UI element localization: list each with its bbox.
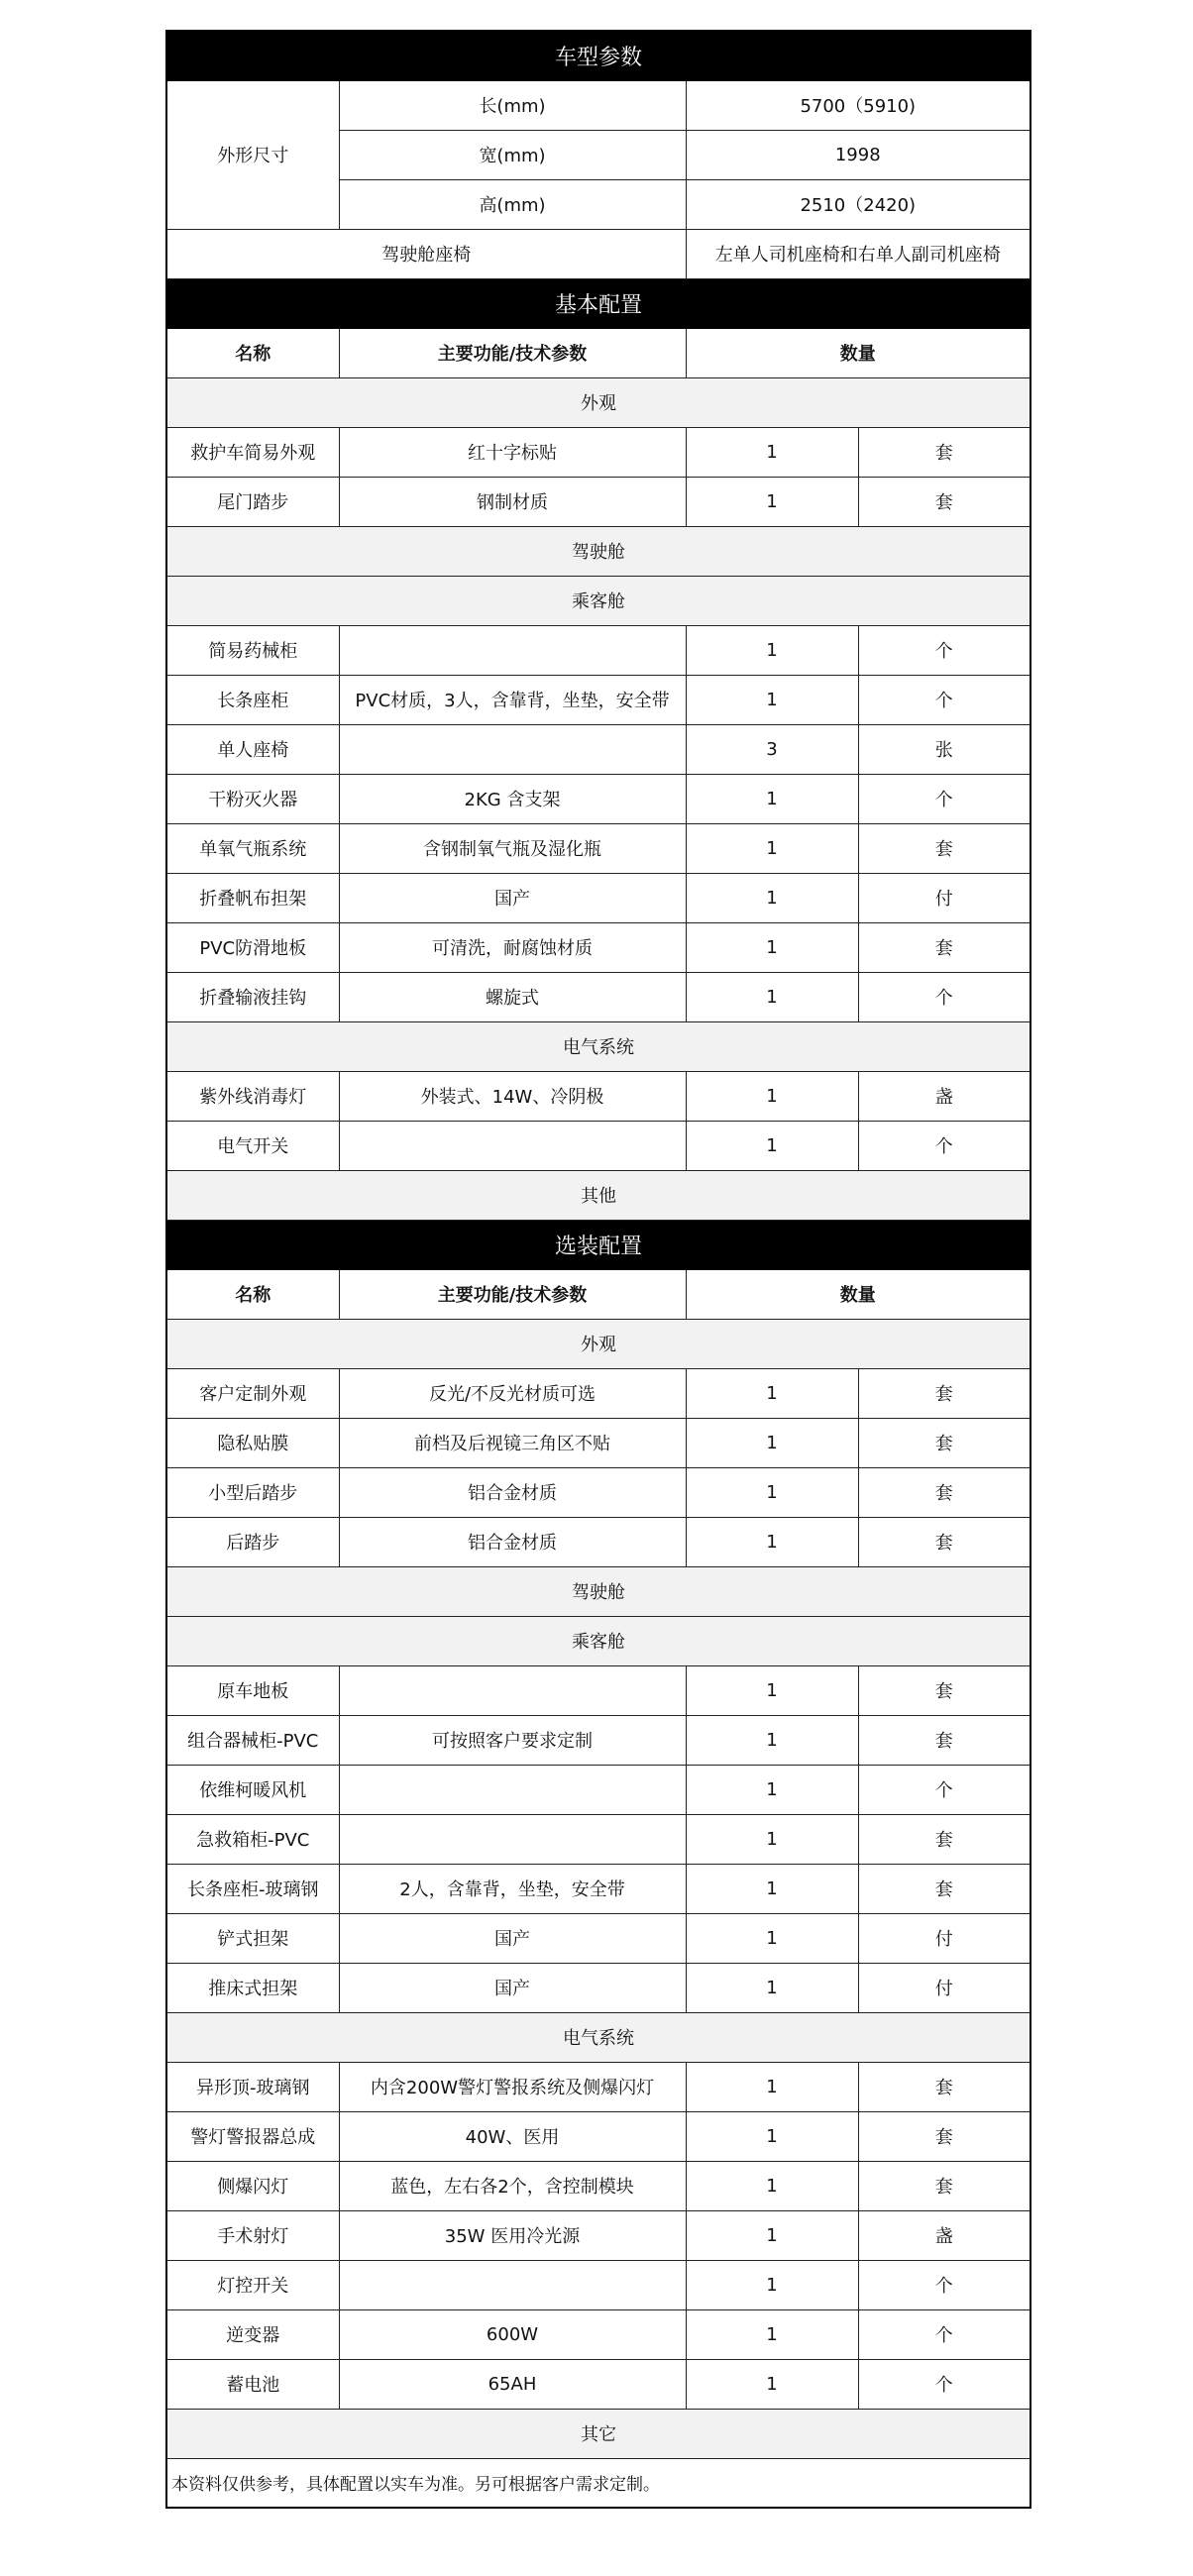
group-header — [166, 1566, 1030, 1616]
item-unit: 套 — [858, 427, 1030, 477]
disclaimer-text: 本资料仅供参考，具体配置以实车为准。另可根据客户需求定制。 — [166, 2458, 1030, 2508]
table-row — [166, 823, 1030, 873]
item-unit: 套 — [858, 1665, 1030, 1715]
item-qty: 1 — [686, 1368, 858, 1418]
group-label: 乘客舱 — [166, 576, 1030, 625]
item-qty: 1 — [686, 675, 858, 724]
item-unit: 个 — [858, 2260, 1030, 2309]
item-spec: 2KG 含支架 — [339, 774, 686, 823]
group-label: 电气系统 — [166, 2012, 1030, 2062]
column-header-name: 名称 — [166, 328, 339, 377]
item-unit: 套 — [858, 823, 1030, 873]
item-unit: 套 — [858, 922, 1030, 972]
item-name: 逆变器 — [166, 2309, 339, 2359]
group-header — [166, 2012, 1030, 2062]
item-unit: 张 — [858, 724, 1030, 774]
item-spec: 螺旋式 — [339, 972, 686, 1021]
item-spec: 2人，含靠背，坐垫，安全带 — [339, 1864, 686, 1913]
table-row — [166, 2309, 1030, 2359]
item-name: 折叠输液挂钩 — [166, 972, 339, 1021]
item-name: 干粉灭火器 — [166, 774, 339, 823]
item-spec — [339, 625, 686, 675]
item-name: 铲式担架 — [166, 1913, 339, 1963]
section-title: 车型参数 — [166, 31, 1030, 80]
item-spec — [339, 724, 686, 774]
column-header-row — [166, 328, 1030, 377]
item-spec: 外装式、14W、冷阴极 — [339, 1071, 686, 1121]
item-unit: 个 — [858, 1765, 1030, 1814]
dimension-value: 1998 — [686, 130, 1030, 179]
item-qty: 1 — [686, 972, 858, 1021]
item-spec: 可清洗，耐腐蚀材质 — [339, 922, 686, 972]
item-spec: 蓝色，左右各2个，含控制模块 — [339, 2161, 686, 2210]
item-unit: 套 — [858, 2111, 1030, 2161]
group-header — [166, 1170, 1030, 1220]
item-unit: 套 — [858, 1814, 1030, 1864]
item-unit: 个 — [858, 2309, 1030, 2359]
item-qty: 1 — [686, 922, 858, 972]
dimension-row — [166, 80, 1030, 130]
table-row — [166, 972, 1030, 1021]
item-name: 异形顶-玻璃钢 — [166, 2062, 339, 2111]
item-qty: 1 — [686, 2260, 858, 2309]
group-header — [166, 526, 1030, 576]
item-name: 隐私贴膜 — [166, 1418, 339, 1467]
item-unit: 个 — [858, 972, 1030, 1021]
basic-config-header — [166, 278, 1030, 328]
item-spec: 含钢制氧气瓶及湿化瓶 — [339, 823, 686, 873]
item-qty: 1 — [686, 1665, 858, 1715]
table-row — [166, 625, 1030, 675]
item-name: 后踏步 — [166, 1517, 339, 1566]
item-qty: 1 — [686, 1715, 858, 1765]
item-spec: 铝合金材质 — [339, 1517, 686, 1566]
item-qty: 1 — [686, 1071, 858, 1121]
item-name: 原车地板 — [166, 1665, 339, 1715]
dimension-value: 5700（5910) — [686, 80, 1030, 130]
item-name: 电气开关 — [166, 1121, 339, 1170]
dimension-label: 高(mm) — [339, 179, 686, 229]
item-spec: 前档及后视镜三角区不贴 — [339, 1418, 686, 1467]
group-label: 外观 — [166, 377, 1030, 427]
item-name: 救护车简易外观 — [166, 427, 339, 477]
group-label: 乘客舱 — [166, 1616, 1030, 1665]
item-qty: 1 — [686, 1418, 858, 1467]
group-label: 其它 — [166, 2409, 1030, 2458]
table-row — [166, 1071, 1030, 1121]
item-unit: 套 — [858, 2161, 1030, 2210]
item-unit: 盏 — [858, 2210, 1030, 2260]
item-qty: 1 — [686, 1121, 858, 1170]
item-qty: 1 — [686, 2359, 858, 2409]
table-row — [166, 2111, 1030, 2161]
dimension-label: 长(mm) — [339, 80, 686, 130]
item-name: 单氧气瓶系统 — [166, 823, 339, 873]
seat-label: 驾驶舱座椅 — [166, 229, 686, 278]
dimension-value: 2510（2420) — [686, 179, 1030, 229]
item-unit: 付 — [858, 1913, 1030, 1963]
item-unit: 套 — [858, 1368, 1030, 1418]
table-row — [166, 675, 1030, 724]
section-title: 基本配置 — [166, 278, 1030, 328]
item-unit: 付 — [858, 873, 1030, 922]
item-spec — [339, 1765, 686, 1814]
seat-row — [166, 229, 1030, 278]
item-qty: 1 — [686, 823, 858, 873]
item-qty: 1 — [686, 1963, 858, 2012]
item-spec: PVC材质，3人，含靠背，坐垫，安全带 — [339, 675, 686, 724]
item-name: PVC防滑地板 — [166, 922, 339, 972]
table-row — [166, 2161, 1030, 2210]
item-qty: 1 — [686, 1517, 858, 1566]
item-name: 简易药械柜 — [166, 625, 339, 675]
item-unit: 付 — [858, 1963, 1030, 2012]
item-spec: 国产 — [339, 873, 686, 922]
table-row — [166, 1963, 1030, 2012]
column-header-name: 名称 — [166, 1269, 339, 1319]
item-qty: 1 — [686, 1864, 858, 1913]
item-unit: 个 — [858, 774, 1030, 823]
item-qty: 1 — [686, 2111, 858, 2161]
item-name: 警灯警报器总成 — [166, 2111, 339, 2161]
item-name: 手术射灯 — [166, 2210, 339, 2260]
table-row — [166, 1121, 1030, 1170]
column-header-row — [166, 1269, 1030, 1319]
group-header — [166, 1021, 1030, 1071]
item-spec: 内含200W警灯警报系统及侧爆闪灯 — [339, 2062, 686, 2111]
group-header — [166, 377, 1030, 427]
item-unit: 套 — [858, 1517, 1030, 1566]
dimensions-label: 外形尺寸 — [166, 80, 339, 229]
item-qty: 1 — [686, 1814, 858, 1864]
item-name: 蓄电池 — [166, 2359, 339, 2409]
item-name: 长条座柜-玻璃钢 — [166, 1864, 339, 1913]
table-row — [166, 774, 1030, 823]
item-qty: 1 — [686, 2062, 858, 2111]
item-spec: 铝合金材质 — [339, 1467, 686, 1517]
item-unit: 套 — [858, 2062, 1030, 2111]
seat-value: 左单人司机座椅和右单人副司机座椅 — [686, 229, 1030, 278]
table-row — [166, 724, 1030, 774]
table-row — [166, 1517, 1030, 1566]
table-row — [166, 2359, 1030, 2409]
item-name: 长条座柜 — [166, 675, 339, 724]
disclaimer-row — [166, 2458, 1030, 2508]
group-header — [166, 576, 1030, 625]
column-header-qty: 数量 — [686, 1269, 1030, 1319]
item-unit: 个 — [858, 625, 1030, 675]
table-row — [166, 1864, 1030, 1913]
item-unit: 个 — [858, 675, 1030, 724]
item-name: 依维柯暖风机 — [166, 1765, 339, 1814]
item-spec — [339, 1814, 686, 1864]
item-spec — [339, 1121, 686, 1170]
item-qty: 1 — [686, 873, 858, 922]
group-label: 外观 — [166, 1319, 1030, 1368]
item-spec: 可按照客户要求定制 — [339, 1715, 686, 1765]
item-spec: 钢制材质 — [339, 477, 686, 526]
table-row — [166, 1814, 1030, 1864]
group-label: 驾驶舱 — [166, 526, 1030, 576]
group-header — [166, 1616, 1030, 1665]
table-row — [166, 477, 1030, 526]
item-name: 紫外线消毒灯 — [166, 1071, 339, 1121]
item-unit: 套 — [858, 1715, 1030, 1765]
item-unit: 套 — [858, 477, 1030, 526]
item-name: 侧爆闪灯 — [166, 2161, 339, 2210]
item-spec: 红十字标贴 — [339, 427, 686, 477]
item-qty: 3 — [686, 724, 858, 774]
item-name: 急救箱柜-PVC — [166, 1814, 339, 1864]
group-header — [166, 1319, 1030, 1368]
group-label: 其他 — [166, 1170, 1030, 1220]
table-row — [166, 1913, 1030, 1963]
table-row — [166, 1418, 1030, 1467]
item-spec — [339, 2260, 686, 2309]
item-qty: 1 — [686, 2210, 858, 2260]
item-spec: 65AH — [339, 2359, 686, 2409]
column-header-spec: 主要功能/技术参数 — [339, 1269, 686, 1319]
item-spec: 600W — [339, 2309, 686, 2359]
table-row — [166, 2260, 1030, 2309]
column-header-qty: 数量 — [686, 328, 1030, 377]
table-row — [166, 2062, 1030, 2111]
item-name: 小型后踏步 — [166, 1467, 339, 1517]
item-qty: 1 — [686, 1913, 858, 1963]
table-row — [166, 873, 1030, 922]
item-qty: 1 — [686, 427, 858, 477]
section-title: 选装配置 — [166, 1220, 1030, 1269]
item-unit: 个 — [858, 2359, 1030, 2409]
item-unit: 个 — [858, 1121, 1030, 1170]
spec-table — [165, 30, 1031, 2509]
item-unit: 套 — [858, 1864, 1030, 1913]
item-qty: 1 — [686, 1467, 858, 1517]
item-name: 单人座椅 — [166, 724, 339, 774]
item-qty: 1 — [686, 625, 858, 675]
item-name: 尾门踏步 — [166, 477, 339, 526]
item-qty: 1 — [686, 477, 858, 526]
item-name: 组合器械柜-PVC — [166, 1715, 339, 1765]
column-header-spec: 主要功能/技术参数 — [339, 328, 686, 377]
item-unit: 套 — [858, 1418, 1030, 1467]
item-spec: 40W、医用 — [339, 2111, 686, 2161]
item-qty: 1 — [686, 2161, 858, 2210]
table-row — [166, 922, 1030, 972]
table-row — [166, 427, 1030, 477]
item-spec: 反光/不反光材质可选 — [339, 1368, 686, 1418]
item-qty: 1 — [686, 774, 858, 823]
item-spec: 35W 医用冷光源 — [339, 2210, 686, 2260]
group-header — [166, 2409, 1030, 2458]
table-row — [166, 1665, 1030, 1715]
item-spec: 国产 — [339, 1963, 686, 2012]
item-name: 灯控开关 — [166, 2260, 339, 2309]
group-label: 驾驶舱 — [166, 1566, 1030, 1616]
table-row — [166, 1467, 1030, 1517]
dimension-label: 宽(mm) — [339, 130, 686, 179]
item-unit: 盏 — [858, 1071, 1030, 1121]
table-row — [166, 1765, 1030, 1814]
model-params-header — [166, 31, 1030, 80]
optional-config-header — [166, 1220, 1030, 1269]
item-name: 推床式担架 — [166, 1963, 339, 2012]
table-row — [166, 1715, 1030, 1765]
item-qty: 1 — [686, 1765, 858, 1814]
item-qty: 1 — [686, 2309, 858, 2359]
item-spec — [339, 1665, 686, 1715]
item-name: 客户定制外观 — [166, 1368, 339, 1418]
item-name: 折叠帆布担架 — [166, 873, 339, 922]
item-unit: 套 — [858, 1467, 1030, 1517]
table-row — [166, 1368, 1030, 1418]
group-label: 电气系统 — [166, 1021, 1030, 1071]
item-spec: 国产 — [339, 1913, 686, 1963]
table-row — [166, 2210, 1030, 2260]
